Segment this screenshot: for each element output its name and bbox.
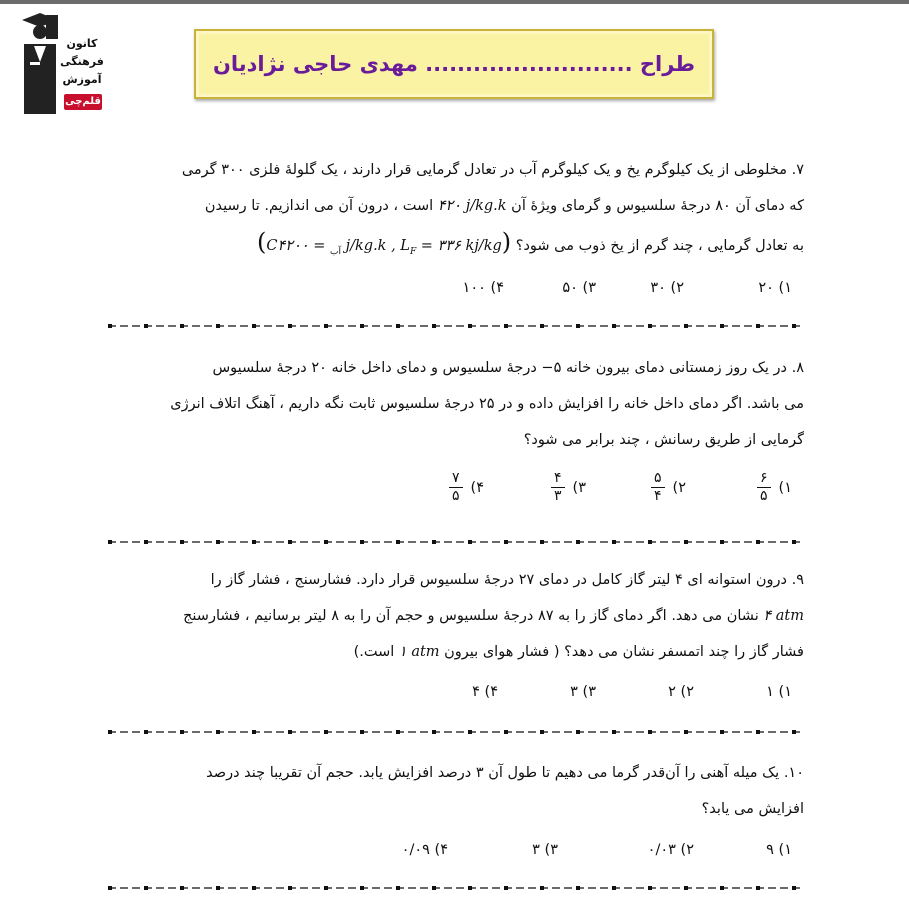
designer-banner [194, 29, 714, 99]
separator-line [108, 884, 800, 892]
question-9-line-3 [110, 634, 804, 670]
question-9-options [110, 676, 804, 716]
fraction [551, 470, 565, 505]
numerator: ۵ [651, 470, 665, 488]
numerator: ۶ [757, 470, 771, 488]
option-3[interactable]: ۳) ۵۰ [562, 280, 596, 296]
option-3[interactable]: ۳) ۳ [532, 842, 558, 858]
fraction [449, 470, 463, 505]
question-10 [110, 755, 804, 827]
option-label: ۲) [672, 479, 686, 496]
top-border-line [0, 0, 909, 4]
question-9 [110, 562, 804, 670]
option-label: ۱) [778, 479, 792, 496]
question-text: که دمای آن ۸۰ درجهٔ سلسیوس و گرمای ویژهٔ آن [511, 198, 804, 214]
pressure-value: ۱ atm [398, 644, 440, 660]
logo-text-2: فرهنگی [60, 55, 104, 68]
option-label: ۳) [572, 479, 586, 496]
question-7-line-2 [110, 188, 804, 224]
option-2[interactable]: ۲) ۲ [668, 684, 694, 700]
numerator: ۷ [449, 470, 463, 488]
question-number: ۸. [791, 360, 804, 376]
option-1[interactable]: ۱) ۲۰ [758, 280, 792, 296]
separator-line [108, 538, 800, 546]
question-7-line-3 [110, 224, 804, 270]
graduate-figure-icon [18, 10, 58, 114]
formula-subscript: آب [330, 246, 342, 257]
question-number: ۷. [791, 162, 804, 178]
question-text: در یک روز زمستانی دمای بیرون خانه ۵− درجهٔ سلسیوس و دمای داخل خانه ۲۰ درجهٔ سلسیوس [212, 360, 787, 376]
designer-banner-text: طراح .......................... مهدی حاجی نژادیان [212, 52, 696, 76]
option-4[interactable]: ۴) ۱۰۰ [462, 280, 504, 296]
question-text: نشان می دهد. اگر دمای گاز را به ۸۷ درجهٔ سلسیوس و حجم آن را به ۸ لیتر برسانیم ، فشارسنج [183, 608, 759, 624]
pressure-value: ۴ atm [763, 608, 804, 624]
question-text: درون استوانه ای ۴ لیتر گاز کامل در دمای ۲۷ درجهٔ سلسیوس قرار دارد. فشارسنج ، فشار گاز را [210, 572, 787, 588]
option-2[interactable]: ۲) ۰/۰۳ [647, 842, 694, 858]
option-3[interactable] [551, 470, 586, 505]
option-1[interactable]: ۱) ۱ [766, 684, 792, 700]
option-4[interactable]: ۴) ۴ [472, 684, 498, 700]
fraction [757, 470, 771, 505]
denominator: ۴ [654, 488, 662, 504]
denominator: ۳ [554, 488, 562, 504]
question-10-line-1 [110, 755, 804, 791]
question-text: به تعادل گرمایی ، چند گرم از یخ ذوب می شود؟ [515, 238, 804, 254]
question-7-line-1 [110, 152, 804, 188]
question-text: مخلوطی از یک کیلوگرم یخ و یک کیلوگرم آب در تعادل گرمایی قرار دارند ، یک گلولهٔ فلزی ۳۰۰ گرمی [181, 162, 787, 178]
question-9-line-2 [110, 598, 804, 634]
denominator: ۵ [760, 488, 768, 504]
logo-text-3: آموزش [62, 73, 102, 86]
denominator: ۵ [452, 488, 460, 504]
question-8-line-2: می باشد. اگر دمای داخل خانه را افزایش داده و در ۲۵ درجهٔ سلسیوس ثابت نگه داریم ، آهنگ اتلاف انرژی [170, 396, 804, 412]
question-number: ۹. [791, 572, 804, 588]
question-number: ۱۰. [783, 765, 804, 781]
question-8-line-3: گرمایی از طریق رسانش ، چند برابر می شود؟ [523, 432, 804, 448]
question-text: است ، درون آن می اندازیم. تا رسیدن [204, 198, 434, 214]
question-8-options [110, 466, 804, 516]
question-text: یک میله آهنی را آن‌قدر گرما می دهیم تا طول آن ۳ درصد افزایش یابد. حجم آن تقریبا چند درصد [206, 765, 780, 781]
formula-symbol: C [266, 238, 278, 254]
option-3[interactable]: ۳) ۳ [570, 684, 596, 700]
logo-text-4: قلم‌چی [64, 94, 102, 110]
separator-line [108, 728, 800, 736]
question-7 [110, 152, 804, 270]
option-2[interactable]: ۲) ۳۰ [650, 280, 684, 296]
option-4[interactable] [449, 470, 484, 505]
given-values-formula: (C $_{آب}$ = ۴۲۰۰ j/kg.k , $L_F$ = ۳۳۶ kj/kg) [257, 228, 512, 257]
option-4[interactable]: ۴) ۰/۰۹ [401, 842, 448, 858]
formula-subscript: F [409, 246, 417, 257]
question-8 [110, 350, 804, 458]
numerator: ۴ [551, 470, 565, 488]
formula-part: = ۴۲۰۰ j/kg.k , L [277, 238, 410, 254]
question-9-line-1 [110, 562, 804, 598]
option-1[interactable]: ۱) ۹ [766, 842, 792, 858]
separator-line [108, 322, 800, 330]
option-1[interactable] [757, 470, 792, 505]
option-2[interactable] [651, 470, 686, 505]
specific-heat-formula: ۴۲۰ j/kg.k [437, 198, 507, 214]
fraction [651, 470, 665, 505]
question-8-line-1 [110, 350, 804, 386]
logo [18, 10, 104, 114]
question-10-options [110, 834, 804, 874]
question-7-options [110, 272, 804, 312]
question-text: است.) [353, 644, 395, 660]
logo-text-1: کانون [66, 37, 98, 50]
option-label: ۴) [470, 479, 484, 496]
formula-part: = ۳۳۶ kj/kg [416, 238, 502, 254]
question-10-line-2: افزایش می یابد؟ [701, 801, 804, 817]
question-text: فشار گاز را چند اتمسفر نشان می دهد؟ ( فشار هوای بیرون [444, 644, 804, 660]
